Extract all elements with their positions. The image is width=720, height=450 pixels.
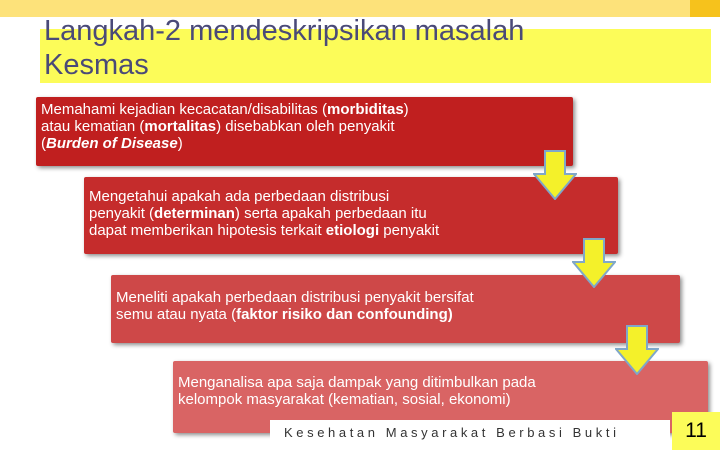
- step-1-line-1: [41, 101, 573, 118]
- down-arrow-icon: [572, 238, 616, 288]
- step-4-line-2: kelompok masyarakat (kematian, sosial, ekonomi): [178, 391, 511, 408]
- step-2-line-2: [89, 205, 618, 222]
- title-line-1: Langkah-2 mendeskripsikan masalah: [44, 15, 525, 47]
- step-1-line-3: [41, 135, 573, 152]
- text-run: Memahami kejadian kecacatan/disabilitas (: [41, 101, 327, 118]
- title-line-2: Kesmas: [44, 49, 149, 81]
- text-run: ): [177, 135, 183, 152]
- top-bar-accent: [690, 0, 720, 17]
- step-box-1: [36, 97, 573, 166]
- text-run: ) disebabkan oleh penyakit: [216, 118, 395, 135]
- step-2-line-1: Mengetahui apakah ada perbedaan distribusi: [89, 188, 390, 205]
- keyword-mortalitas: mortalitas: [144, 118, 217, 135]
- text-run: atau kematian (: [41, 118, 145, 135]
- keyword-morbiditas: morbiditas: [326, 101, 404, 118]
- footer-text: Kesehatan Masyarakat Berbasi Bukti: [284, 425, 620, 440]
- text-run: ): [403, 101, 409, 118]
- step-4-line-1: Menganalisa apa saja dampak yang ditimbulkan pada: [178, 374, 536, 391]
- text-run: penyakit (: [89, 205, 155, 222]
- text-run: (: [41, 135, 46, 152]
- text-run: ) serta apakah perbedaan itu: [234, 205, 427, 222]
- step-3-line-1: Meneliti apakah perbedaan distribusi penyakit bersifat: [116, 289, 474, 306]
- keyword-etiologi: etiologi: [325, 222, 380, 239]
- keyword-determinan: determinan: [154, 205, 235, 222]
- step-1-line-2: [41, 118, 573, 135]
- text-run: semu atau nyata (: [116, 306, 237, 323]
- text-run: penyakit: [379, 222, 440, 239]
- text-run: dapat memberikan hipotesis terkait: [89, 222, 326, 239]
- slide-title: [44, 14, 684, 82]
- step-3-line-2: [116, 306, 680, 323]
- down-arrow-icon: [615, 325, 659, 375]
- keyword-burden-of-disease: Burden of Disease: [46, 135, 178, 152]
- step-2-line-3: [89, 222, 618, 239]
- down-arrow-icon: [533, 150, 577, 200]
- page-number: 11: [685, 419, 707, 442]
- keyword-faktor-risiko: faktor risiko dan confounding): [236, 306, 453, 323]
